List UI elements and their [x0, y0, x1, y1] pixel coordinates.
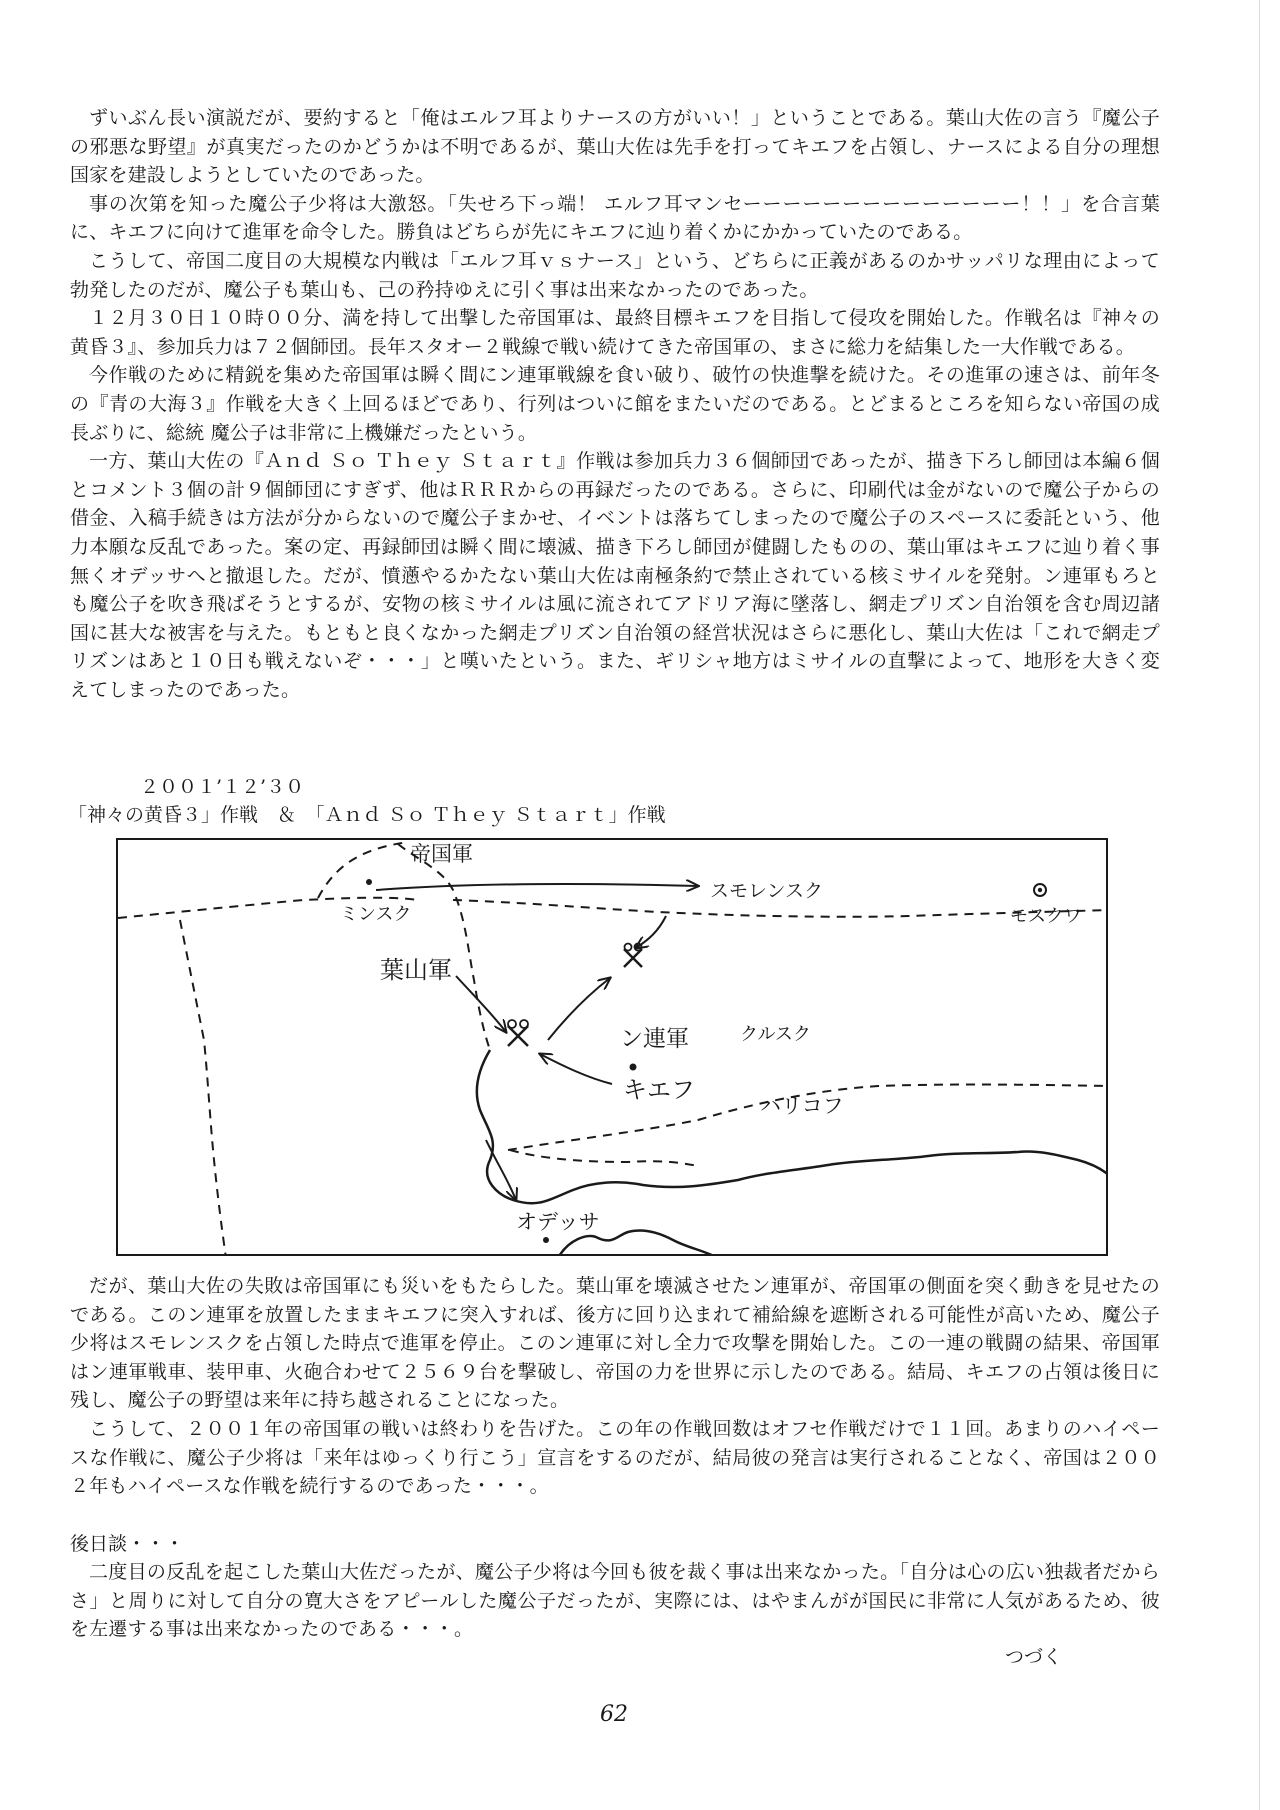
page-number: 62	[600, 1702, 628, 1727]
arrow-toward-smolensk	[636, 916, 666, 948]
border-dashed-west-vertical	[180, 920, 226, 1256]
coastline	[477, 1050, 1108, 1203]
crossed-swords-icon	[624, 944, 642, 968]
label-kharkov: ハリコフ	[760, 1094, 844, 1118]
paragraph: 今作戦のために精鋭を集めた帝国軍は瞬く間にン連軍戦線を食い破り、破竹の快進撃を続けた。その進軍の速さは、前年冬の『青の大海３』作戦を大きく上回るほどであり、行列はついに館をまたいだのである。とどまるところを知らない帝国の成長ぶりに、総統 魔公子は非常に上機嫌だったという。	[70, 364, 1160, 444]
story-text-bottom	[70, 1272, 1160, 1501]
paragraph: だが、葉山大佐の失敗は帝国軍にも災いをもたらした。葉山軍を壊滅させたン連軍が、帝国軍の側面を突く動きを見せたのである。このン連軍を放置したままキエフに突入すれば、後方に回り込まれて補給線を遮断される可能性が高いため、魔公子少将はスモレンスクを占領した時点で進軍を停止。このン連軍に対し全力で攻撃を開始した。この一連の戦闘の結果、帝国軍はン連軍戦車、装甲車、火砲合わせて２５６９台を撃破し、帝国の力を世界に示したのである。結局、キエフの占領は後日に残し、魔公子の野望は来年に持ち越されることになった。	[70, 1275, 1160, 1412]
border-dashed-central	[398, 844, 490, 1050]
label-smolensk: スモレンスク	[710, 880, 823, 902]
label-imperial-army: 帝国軍	[410, 842, 473, 866]
crossed-swords-icon	[508, 1020, 528, 1046]
story-text-top	[70, 104, 1160, 704]
map-caption	[68, 773, 666, 829]
capital-dot-icon	[1034, 884, 1046, 896]
map-drawing	[118, 840, 1108, 1256]
paragraph: ずいぶん長い演説だが、要約すると「俺はエルフ耳よりナースの方がいい！」ということである。葉山大佐の言う『魔公子の邪悪な野望』が真実だったのかどうかは不明であるが、葉山大佐は先手を打ってキエフを占領し、ナースによる自分の理想国家を建設しようとしていたのであった。	[70, 107, 1160, 187]
paragraph: 事の次第を知った魔公子少将は大激怒。「失せろ下っ端！ エルフ耳マンセーーーーーーーーーーーーーー！！」を合言葉に、キエフに向けて進軍を命令した。勝負はどちらが先にキエフに辿り着くかにかかっていたのである。	[70, 192, 1160, 244]
label-moscow: モスクワ	[1010, 906, 1082, 927]
continued-note: つづく	[1005, 1646, 1063, 1668]
aftermath-heading: 後日談・・・	[70, 1533, 185, 1555]
city-dot-odessa	[543, 1237, 549, 1243]
label-odessa: オデッサ	[516, 1210, 600, 1234]
border-dashed-south	[510, 1150, 698, 1166]
label-minsk: ミンスク	[340, 904, 412, 925]
map-caption-date: ２００１’１２’３０	[140, 776, 305, 798]
campaign-map	[116, 838, 1108, 1256]
label-kiev: キエフ	[623, 1076, 695, 1104]
aftermath-text	[70, 1558, 1160, 1644]
map-caption-title: 「神々の黄昏３」作戦 ＆ 「Ａｎｄ Ｓｏ Ｔｈｅｙ Ｓｔａｒｔ」作戦	[68, 804, 666, 826]
arrow-imperial-advance	[376, 884, 698, 890]
arrow-n-union-strike	[540, 1054, 612, 1084]
paragraph: 二度目の反乱を起こした葉山大佐だったが、魔公子少将は今回も彼を裁く事は出来なかった。「自分は心の広い独裁者だからさ」と周りに対して自分の寛大さをアピールした魔公子だったが、実際には、はやまんがが国民に非常に人気があるため、彼を左遷する事は出来なかったのである・・・。	[70, 1561, 1160, 1641]
label-kursk: クルスク	[740, 1024, 811, 1045]
paragraph: １２月３０日１０時００分、満を持して出撃した帝国軍は、最終目標キエフを目指して侵攻を開始した。作戦名は『神々の黄昏３』、参加兵力は７２個師団。長年スタオー２戦線で戦い続けてきた帝国軍の、まさに総力を結集した一大作戦である。	[70, 307, 1160, 358]
page-edge-line	[1259, 0, 1260, 1810]
arrow-counterattack	[548, 978, 610, 1040]
paragraph: こうして、帝国二度目の大規模な内戦は「エルフ耳ｖｓナース」という、どちらに正義があるのかサッパリな理由によって勃発したのだが、魔公子も葉山も、己の矜持ゆえに引く事は出来なかったのであった。	[70, 249, 1160, 301]
city-dot-minsk	[366, 879, 372, 885]
paragraph: こうして、２００１年の帝国軍の戦いは終わりを告げた。この年の作戦回数はオフセ作戦だけで１１回。あまりのハイペースな作戦に、魔公子少将は「来年はゆっくり行こう」宣言をするのだが、結局彼の発言は実行されることなく、帝国は２００２年もハイペースな作戦を続行するのであった・・・。	[70, 1417, 1160, 1498]
paragraph: 一方、葉山大佐の『Ａｎｄ Ｓｏ Ｔｈｅｙ Ｓｔａｒｔ』作戦は参加兵力３６個師団であったが、描き下ろし師団は本編６個とコメント３個の計９個師団にすぎず、他はＲＲＲからの再録だったのである。さらに、印刷代は金がないので魔公子からの借金、入稿手続きは方法が分からないので魔公子まかせ、イベントは落ちてしまったので魔公子のスペースに委託という、他力本願な反乱であった。案の定、再録師団は瞬く間に壊滅、描き下ろし師団が健闘したものの、葉山軍はキエフに辿り着く事無くオデッサへと撤退した。だが、憤懣やるかたない葉山大佐は南極条約で禁止されている核ミサイルを発射。ン連軍もろとも魔公子を吹き飛ばそうとするが、安物の核ミサイルは風に流されてアドリア海に墜落し、網走プリズン自治領を含む周辺諸国に甚大な被害を与えた。もともと良くなかった網走プリズン自治領の経営状況はさらに悪化し、葉山大佐は「これで網走プリズンはあと１０日も戦えないぞ・・・」と嘆いたという。また、ギリシャ地方はミサイルの直撃によって、地形を大きく変えてしまったのであった。	[70, 450, 1160, 701]
label-n-union-army: ン連軍	[620, 1026, 689, 1052]
arrow-hayama-advance	[456, 976, 506, 1032]
label-hayama-army: 葉山軍	[380, 956, 452, 984]
